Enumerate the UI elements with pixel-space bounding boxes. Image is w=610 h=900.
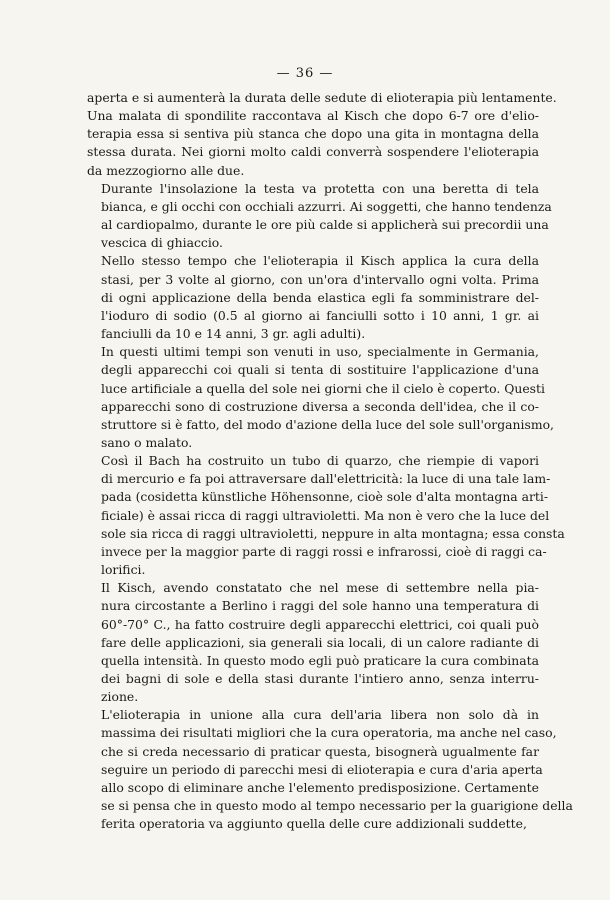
text-line: stasi, per 3 volte al giorno, con un'ora d'intervallo ogni volta. Prima xyxy=(101,271,539,287)
text-line: stessa durata. Nei giorni molto caldi converrà sospendere l'elioterapia xyxy=(87,144,539,160)
text-line: allo scopo di eliminare anche l'elemento predisposizione. Certamente xyxy=(101,779,539,795)
text-line: di mercurio e fa poi attraversare dall'elettricità: la luce di una tale lam- xyxy=(101,471,551,487)
text-line: da mezzogiorno alle due. xyxy=(87,162,245,178)
text-line: 60°-70° C., ha fatto costruire degli apparecchi elettrici, coi quali può xyxy=(101,616,539,632)
text-line: terapia essa si sentiva più stanca che dopo una gita in montagna della xyxy=(87,126,539,142)
paragraph xyxy=(87,180,552,253)
text-line: sole sia ricca di raggi ultravioletti, neppure in alta montagna; essa consta xyxy=(101,525,565,541)
text-line: fanciulli da 10 e 14 anni, 3 gr. agli adulti). xyxy=(101,326,366,342)
text-line: di ogni applicazione della benda elastica egli fa somministrare del- xyxy=(101,289,539,305)
paragraph xyxy=(87,579,539,706)
text-line: fare delle applicazioni, sia generali sia locali, di un calore radiante di xyxy=(101,634,539,650)
body-text xyxy=(87,89,573,833)
text-line: struttore si è fatto, del modo d'azione della luce del sole sull'organismo, xyxy=(101,416,554,432)
text-line: Così il Bach ha costruito un tubo di quarzo, che riempie di vapori xyxy=(101,453,539,469)
text-line: ferita operatoria va aggiunto quella delle cure addizionali suddette, xyxy=(101,816,527,832)
text-line: apparecchi sono di costruzione diversa a seconda dell'idea, che il co- xyxy=(101,398,539,414)
text-line: massima dei risultati migliori che la cura operatoria, ma anche nel caso, xyxy=(101,725,557,741)
text-line: lorifici. xyxy=(101,562,146,578)
text-line: pada (cosidetta künstliche Höhensonne, cioè sole d'alta montagna arti- xyxy=(101,489,549,505)
paragraph xyxy=(87,89,557,180)
text-line: invece per la maggior parte di raggi rossi e infrarossi, cioè di raggi ca- xyxy=(101,543,547,559)
page-number: — 36 — xyxy=(276,66,334,81)
text-line: Nello stesso tempo che l'elioterapia il Kisch applica la cura della xyxy=(101,253,539,269)
text-line: vescica di ghiaccio. xyxy=(101,235,223,251)
text-line: Una malata di spondilite raccontava al Kisch che dopo 6-7 ore d'elio- xyxy=(87,108,539,124)
text-line: luce artificiale a quella del sole nei giorni che il cielo è coperto. Questi xyxy=(101,380,545,396)
text-line: nura circostante a Berlino i raggi del sole hanno una temperatura di xyxy=(101,598,539,614)
text-line: dei bagni di sole e della stasi durante l'intiero anno, senza interru- xyxy=(101,671,539,686)
text-line: ficiale) è assai ricca di raggi ultravioletti. Ma non è vero che la luce del xyxy=(101,507,550,523)
text-line: L'elioterapia in unione alla cura dell'aria libera non solo dà in xyxy=(101,707,539,723)
text-line: Durante l'insolazione la testa va protetta con una beretta di tela xyxy=(101,180,539,196)
text-line: seguire un periodo di parecchi mesi di elioterapia e cura d'aria aperta xyxy=(101,761,543,777)
text-line: sano o malato. xyxy=(101,434,193,450)
paragraph xyxy=(87,252,539,343)
paragraph xyxy=(87,343,554,452)
text-line: aperta e si aumenterà la durata delle sedute di elioterapia più lentamente. xyxy=(87,90,557,105)
text-line: quella intensità. In questo modo egli può praticare la cura combinata xyxy=(101,652,539,668)
paragraph xyxy=(87,452,565,579)
text-line: In questi ultimi tempi son venuti in uso, specialmente in Germania, xyxy=(101,344,539,360)
text-line: che si creda necessario di praticar questa, bisognerà ugualmente far xyxy=(101,743,539,759)
text-line: bianca, e gli occhi con occhiali azzurri. Ai soggetti, che hanno tendenza xyxy=(101,198,552,214)
text-line: Il Kisch, avendo constatato che nel mese di settembre nella pia- xyxy=(101,580,539,596)
text-line: al cardiopalmo, durante le ore più calde si applicherà sui precordii una xyxy=(101,217,549,233)
text-line: l'ioduro di sodio (0.5 al giorno ai fanciulli sotto i 10 anni, 1 gr. ai xyxy=(101,307,539,323)
text-line: degli apparecchi coi quali si tenta di sostituire l'applicazione d'una xyxy=(101,362,539,378)
text-line: se si pensa che in questo modo al tempo necessario per la guarigione della xyxy=(101,798,573,814)
text-line: zione. xyxy=(101,689,139,705)
paragraph xyxy=(87,706,573,833)
